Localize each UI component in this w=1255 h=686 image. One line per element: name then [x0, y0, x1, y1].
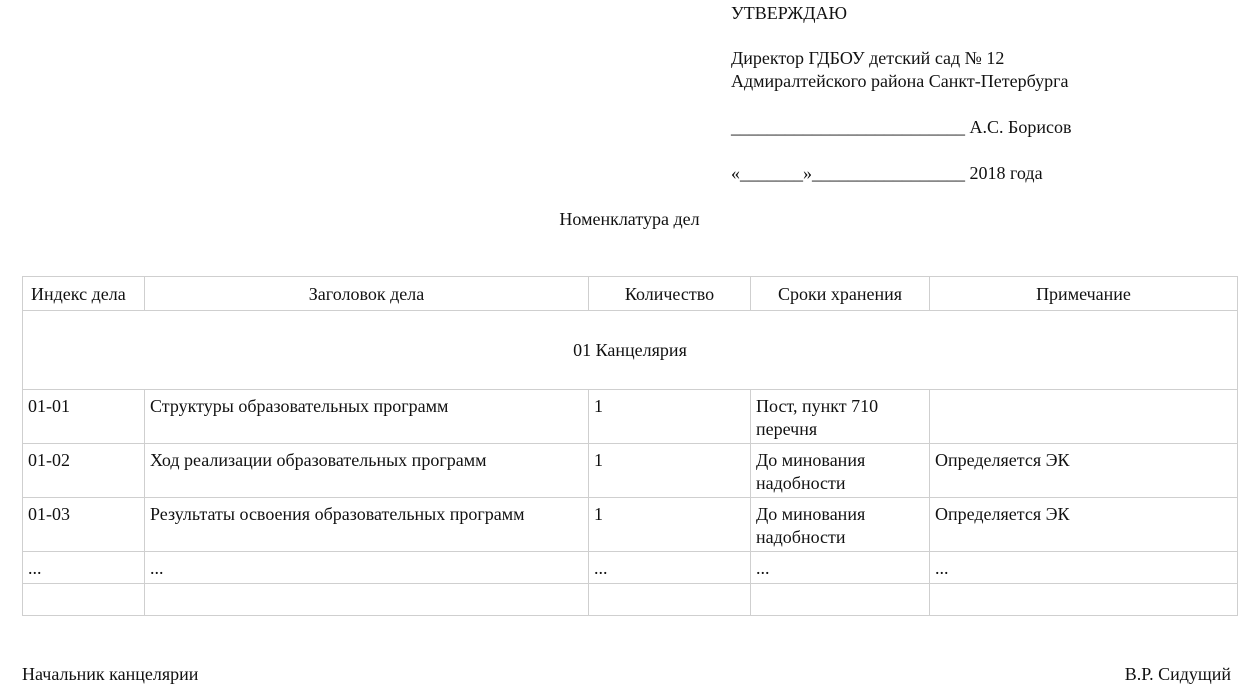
table-row — [23, 390, 1238, 444]
footer-name: В.Р. Сидущий — [1124, 664, 1231, 684]
director-title-line1: Директор ГДБОУ детский сад № 12 — [731, 48, 1005, 68]
cell-retention: До минования надобности — [751, 444, 930, 498]
document-title: Номенклатура дел — [559, 209, 700, 229]
cell-retention — [751, 584, 930, 616]
table-row — [23, 552, 1238, 584]
cell-quantity: 1 — [589, 390, 751, 444]
cell-title: Результаты освоения образовательных программ — [145, 498, 589, 552]
signature-line: __________________________ А.С. Борисов — [731, 117, 1072, 137]
approve-heading: УТВЕРЖДАЮ — [731, 3, 848, 23]
nomenclature-table — [22, 276, 1238, 616]
cell-quantity: 1 — [589, 444, 751, 498]
cell-quantity: 1 — [589, 498, 751, 552]
table-row — [23, 584, 1238, 616]
column-header-note: Примечание — [930, 277, 1238, 311]
cell-title: Структуры образовательных программ — [145, 390, 589, 444]
cell-retention: До минования надобности — [751, 498, 930, 552]
cell-title — [145, 584, 589, 616]
cell-title: Ход реализации образовательных программ — [145, 444, 589, 498]
column-header-index: Индекс дела — [23, 277, 145, 311]
table-row — [23, 498, 1238, 552]
footer-position: Начальник канцелярии — [22, 664, 199, 684]
column-header-retention: Сроки хранения — [751, 277, 930, 311]
cell-quantity — [589, 584, 751, 616]
director-title-line2: Адмиралтейского района Санкт-Петербурга — [731, 71, 1069, 91]
cell-retention: Пост, пункт 710 перечня — [751, 390, 930, 444]
cell-note: Определяется ЭК — [930, 498, 1238, 552]
cell-quantity: ... — [589, 552, 751, 584]
cell-note — [930, 584, 1238, 616]
cell-retention: ... — [751, 552, 930, 584]
cell-title: ... — [145, 552, 589, 584]
cell-index: 01-02 — [23, 444, 145, 498]
cell-index: ... — [23, 552, 145, 584]
cell-note: ... — [930, 552, 1238, 584]
cell-index — [23, 584, 145, 616]
table-header-row — [23, 277, 1238, 311]
table-row — [23, 444, 1238, 498]
date-line: «_______»_________________ 2018 года — [731, 163, 1043, 183]
section-row — [23, 311, 1238, 390]
cell-note — [930, 390, 1238, 444]
cell-index: 01-01 — [23, 390, 145, 444]
section-title: 01 Канцелярия — [23, 311, 1238, 390]
column-header-title: Заголовок дела — [145, 277, 589, 311]
column-header-quantity: Количество — [589, 277, 751, 311]
cell-index: 01-03 — [23, 498, 145, 552]
cell-note: Определяется ЭК — [930, 444, 1238, 498]
